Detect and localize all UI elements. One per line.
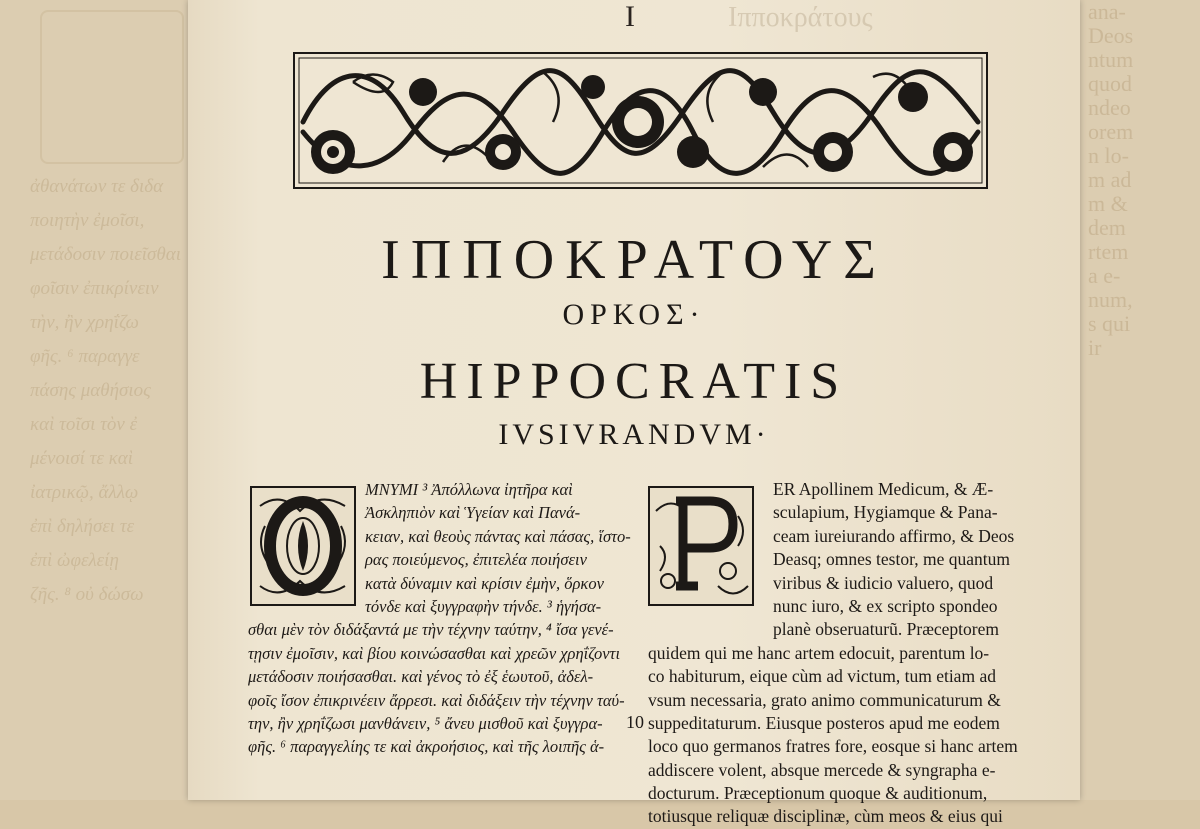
greek-line: κειαν, καὶ θεοὺς πάντας καὶ πάσας, ἵστο-	[365, 526, 631, 546]
latin-line: docturum. Præceptionum quoque & auditionum,	[648, 783, 988, 804]
background-left-page	[0, 0, 188, 800]
greek-line: τῃσιν ἐμοῖσιν, καὶ βίου κοινώσασθαι καὶ χρεῶν χρηΐζοντι	[248, 643, 621, 663]
latin-line: sculapium, Hygiamque & Pana-	[773, 502, 998, 523]
latin-line: nunc iuro, & ex scripto spondeo	[773, 595, 998, 616]
latin-line: quidem qui me hanc artem edocuit, parentum lo-	[648, 642, 990, 663]
greek-line: φοῖς ἴσον ἐπικρινέειν ἄρρεσι. καὶ διδάξειν τὴν τέχνην ταύ-	[248, 690, 625, 710]
faded-bleedthrough-text: ἀθανάτων τε διδα ποιητὴν ἐμοῖσι, μετάδοσιν ποιεῖσθαι φοῖσιν ἐπικρίνειν τὴν, ἢν χρηΐζω φῆς. ⁶ παραγγε πάσης μαθήσιος καὶ τοῖσι τὸν ἐ μένοισί τε καὶ ἰατρικῷ, ἄλλῳ ἐπὶ δηλήσει τε ἐπὶ ὠφελείῃ ζῆς. ⁸ οὐ δώσω	[30, 176, 181, 605]
greek-text-column	[248, 478, 648, 759]
latin-line: viribus & iudicio valuero, quod	[773, 572, 994, 593]
latin-line: vsum necessaria, grato animo communicaturum &	[648, 689, 1001, 710]
latin-line: totiusque reliquæ disciplinæ, cùm meos & eius qui	[648, 806, 1003, 827]
latin-line: suppeditaturum. Eiusque posteros apud me eodem	[648, 712, 1000, 733]
greek-line: ΜΝΥΜΙ ³ Ἀπόλλωνα ἰητῆρα καὶ	[365, 480, 573, 499]
book-page	[188, 0, 1080, 827]
greek-subtitle: ΟΡΚΟΣ·	[562, 298, 706, 331]
latin-line: Deasq; omnes testor, me quantum	[773, 549, 1010, 570]
decorative-headpiece	[293, 52, 988, 189]
latin-line: planè obseruaturũ. Præceptorem	[773, 619, 999, 640]
greek-line: ρας ποιεύμενος, ἐπιτελέα ποιήσειν	[365, 550, 587, 570]
decorated-initial-p	[648, 486, 754, 606]
greek-line: κατὰ δύναμιν καὶ κρίσιν ἐμὴν, ὅρκον	[365, 573, 604, 593]
greek-line: σθαι μὲν τὸν διδάξαντά με τὴν τέχνην ταύτην, ⁴ ἴσα γενέ-	[248, 620, 614, 640]
latin-subtitle: IVSIVRANDVM·	[498, 418, 770, 451]
latin-title: HIPPOCRATIS	[419, 353, 849, 410]
greek-line: φῆς. ⁶ παραγγελίης τε καὶ ἀκροήσιος, καὶ τῆς λοιπῆς ἁ-	[248, 737, 605, 757]
greek-line: τόνδε καὶ ξυγγραφὴν τήνδε. ³ ἡγήσα-	[365, 596, 602, 616]
latin-line: ceam iureiurando affirmo, & Deos	[773, 525, 1015, 546]
latin-text-column	[648, 478, 1073, 829]
latin-line: addiscere volent, absque mercede & syngrapha e-	[648, 759, 996, 780]
faded-bleedthrough-text: ana- Deos ntum quod ndeo orem n lo- m ad m & dem rtem a e- num, s qui ir	[1088, 0, 1134, 360]
greek-line: μετάδοσιν ποιήσασθαι. καὶ γένος τὸ ἐξ ἑωυτοῦ, ἀδελ-	[248, 667, 594, 687]
faded-initial-ornament	[40, 10, 184, 164]
background-right-page	[1080, 0, 1200, 800]
greek-line: την, ἢν χρηΐζωσι μανθάνειν, ⁵ ἄνευ μισθοῦ καὶ ξυγγρα-	[248, 713, 603, 733]
latin-line: loco quo germanos fratres fore, eosque si hanc artem	[648, 736, 1018, 757]
bleedthrough-header: Ιπποκράτους	[728, 2, 873, 33]
greek-title: ΙΠΠΟΚΡΑΤΟΥΣ	[381, 229, 887, 291]
latin-line: ER Apollinem Medicum, & Æ-	[773, 479, 994, 499]
greek-line: Ἀσκληπιὸν καὶ Ὑγείαν καὶ Πανά-	[365, 503, 581, 523]
margin-line-number: 10	[626, 712, 644, 732]
latin-line: co habiturum, eique cùm ad victum, tum etiam ad	[648, 666, 996, 687]
page-number: I	[625, 0, 635, 33]
